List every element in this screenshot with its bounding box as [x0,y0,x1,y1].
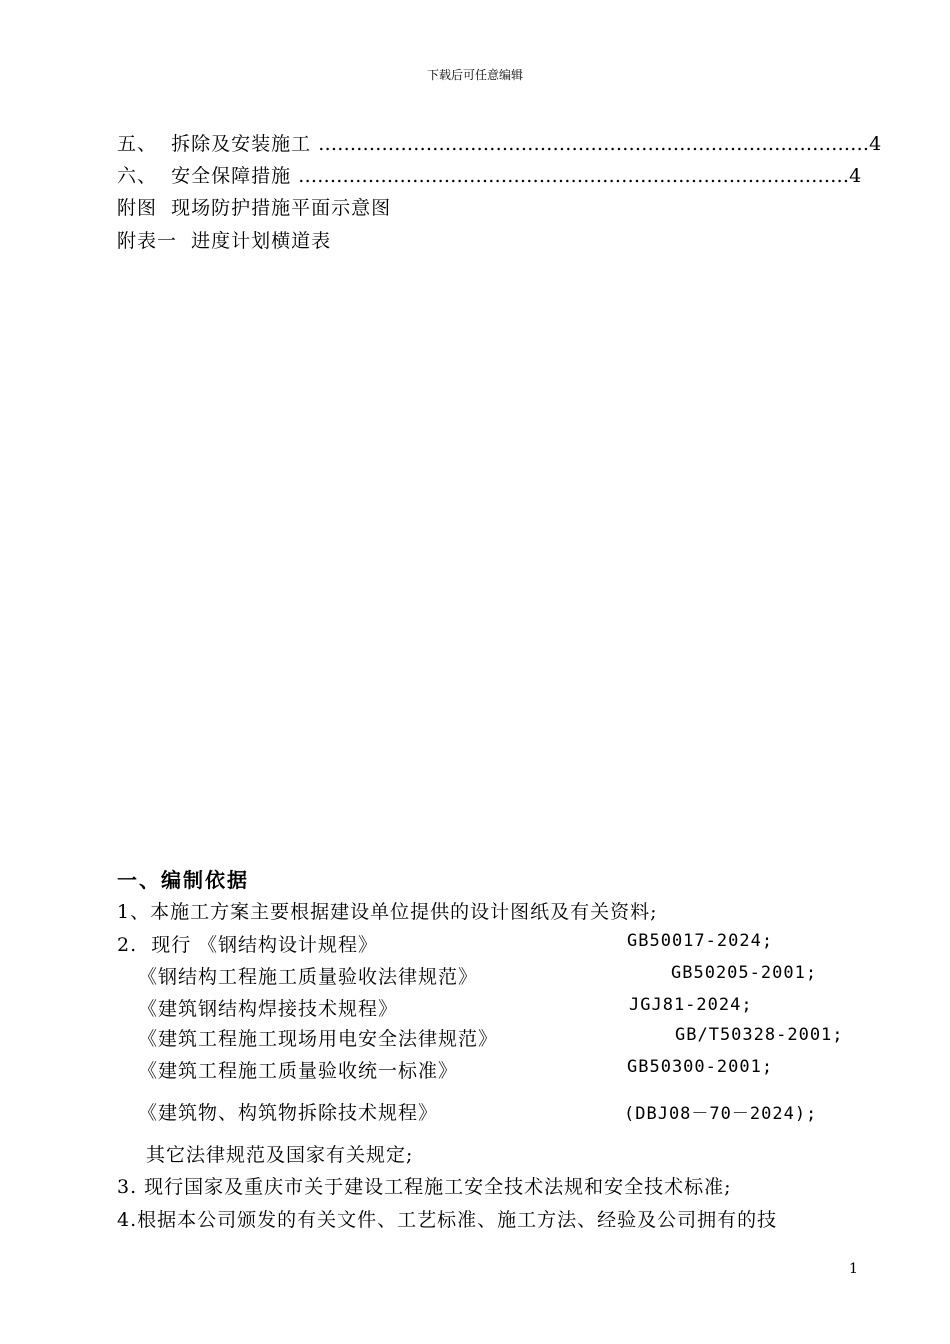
standard-code: GB50017-2024; [627,931,774,951]
other-standards: 其它法律规范及国家有关规定; [146,1144,414,1166]
section-heading: 一、编制依据 [117,868,249,892]
standard-code: GB50300-2001; [627,1057,774,1077]
standard-code: GB/T50328-2001; [675,1025,844,1045]
standard-name: 《钢结构设计规程》 [198,934,379,956]
standard-name: 《建筑工程施工质量验收统一标准》 [138,1060,459,1082]
standard-code: (DBJ08－70－2024); [624,1104,818,1124]
toc-item-5 [117,129,882,156]
toc-leader: …………………………………………………………………………… [318,133,870,155]
toc-page: 4 [849,165,863,187]
toc-item-schedule: 附表一 进度计划横道表 [117,230,332,252]
standard-code: JGJ81-2024; [629,995,753,1015]
toc-leader: …………………………………………………………………………… [298,165,850,187]
item-1: 1、本施工方案主要根据建设单位提供的设计图纸及有关资料; [117,901,658,923]
item-3: 3. 现行国家及重庆市关于建设工程施工安全技术法规和安全技术标准; [117,1176,732,1198]
standard-name: 《建筑工程施工现场用电安全法律规范》 [138,1028,499,1050]
item-2-prefix: 2. 现行 [117,934,192,956]
item-4: 4.根据本公司颁发的有关文件、工艺标准、施工方法、经验及公司拥有的技 [117,1209,778,1231]
standard-name: 《建筑钢结构焊接技术规程》 [138,998,399,1020]
toc-label: 五、 拆除及安装施工 [117,133,312,155]
standard-name: 《建筑物、构筑物拆除技术规程》 [138,1102,439,1124]
toc-page: 4 [869,133,883,155]
toc-item-figure: 附图 现场防护措施平面示意图 [117,197,392,219]
page-number: 1 [849,1261,858,1277]
standard-name: 《钢结构工程施工质量验收法律规范》 [138,966,479,988]
toc-item-6 [117,161,862,188]
toc-label: 六、 安全保障措施 [117,165,292,187]
header-note: 下载后可任意编辑 [426,68,523,82]
standard-code: GB50205-2001; [671,963,818,983]
